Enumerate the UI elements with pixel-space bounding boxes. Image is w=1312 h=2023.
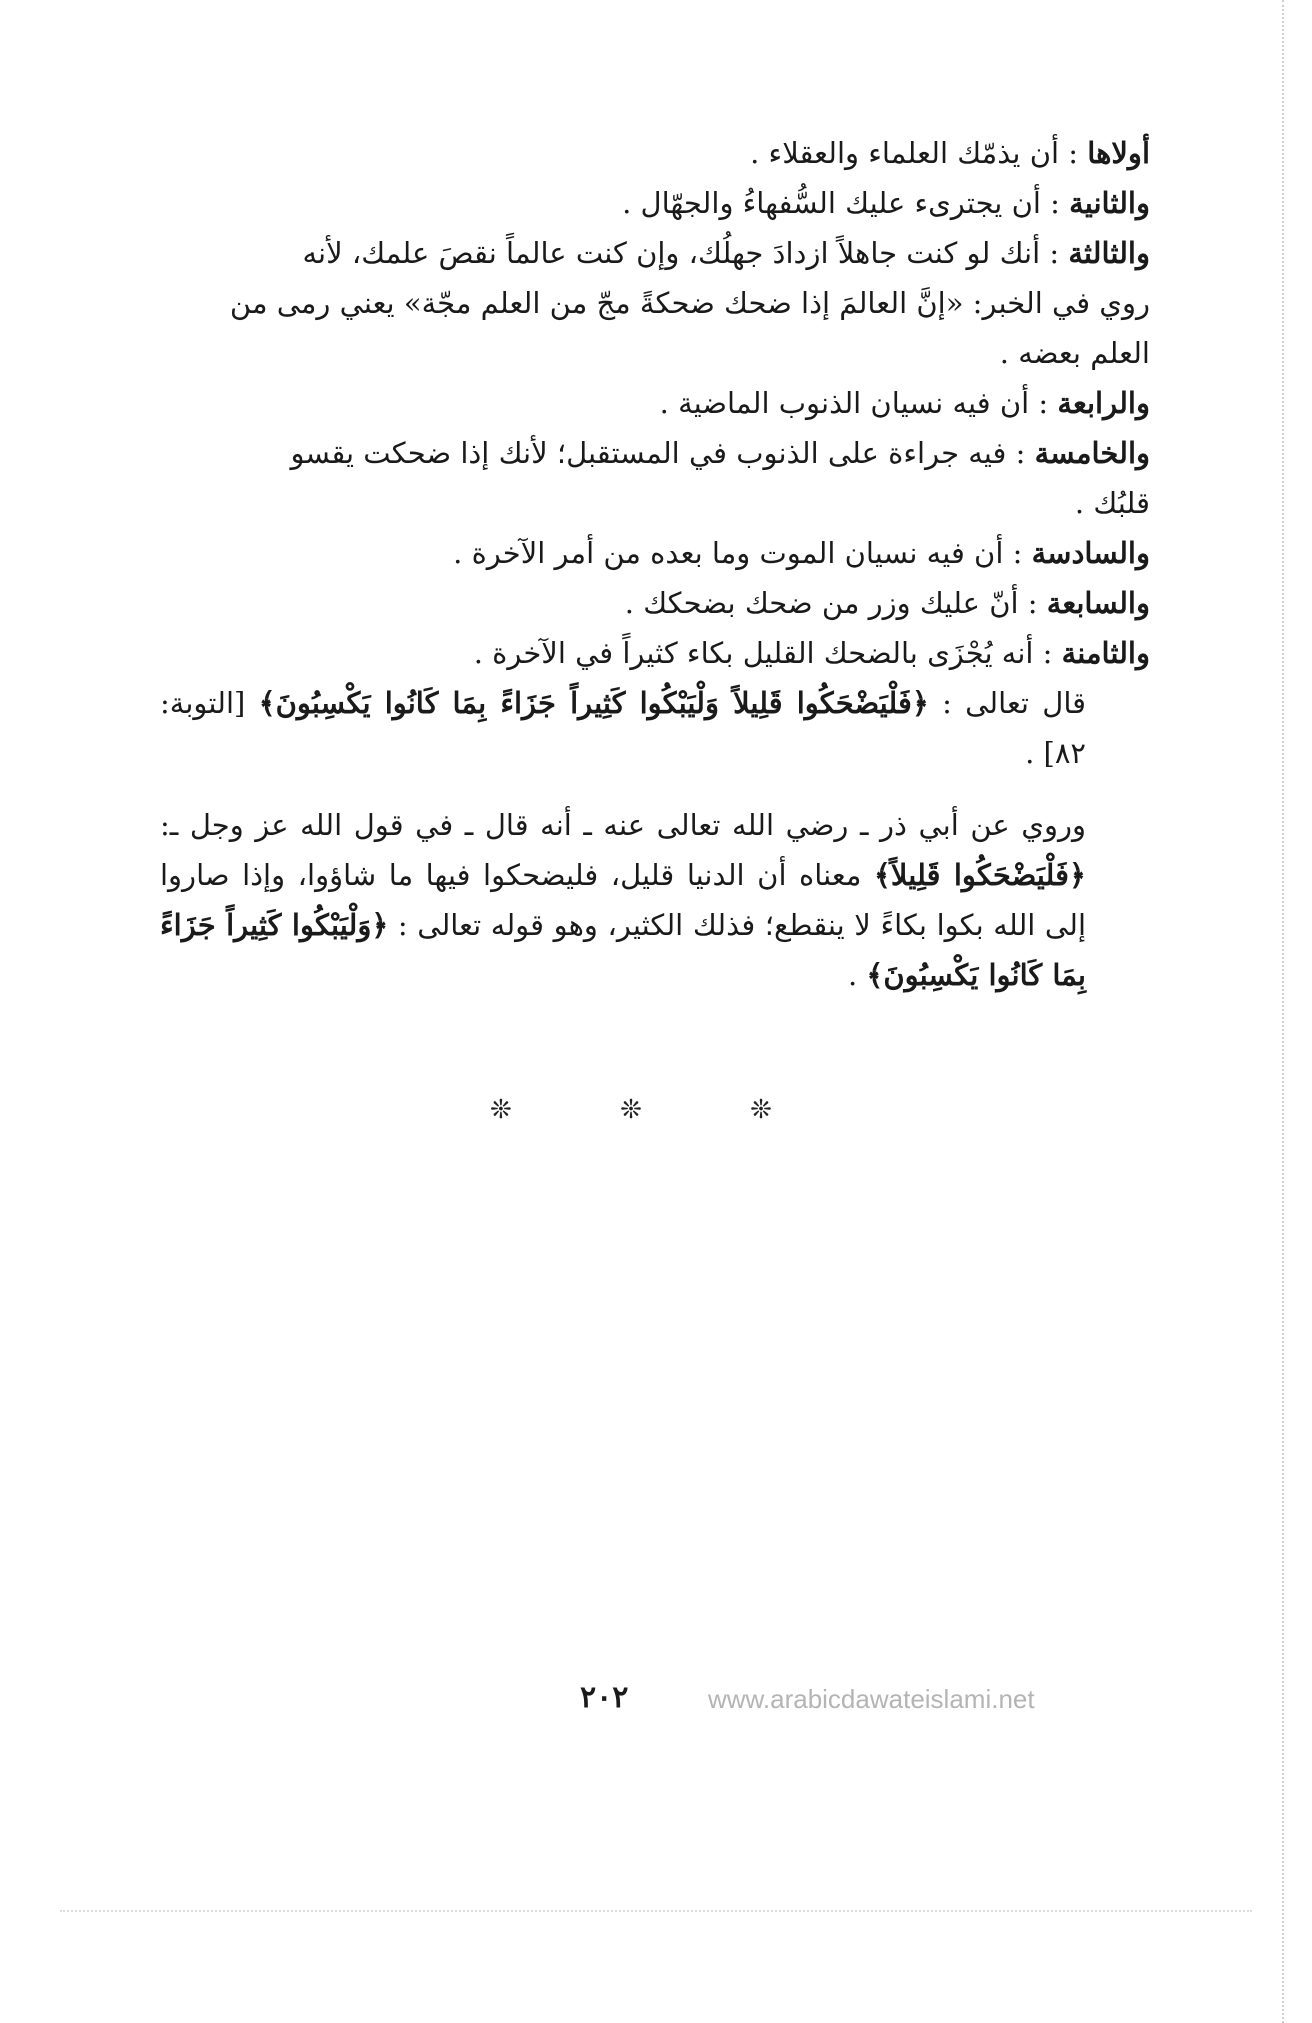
line-text: : أنّ عليك وزر من ضحك بضحكك . — [624, 586, 1038, 620]
line-text: قلبُك . — [1074, 486, 1150, 520]
text-line — [160, 328, 1150, 378]
main-text — [160, 128, 1150, 1000]
scan-edge-dots — [60, 1910, 1252, 1912]
text-line — [160, 278, 1150, 328]
line-text: : أن يذمّك العلماء والعقلاء . — [750, 136, 1079, 170]
text-line — [160, 228, 1150, 278]
paragraph-text: وروي عن أبي ذر ـ رضي الله تعالى عنه ـ أنه قال ـ في قول الله عز وجل ـ: — [160, 808, 1086, 842]
line-label: والرابعة — [1057, 386, 1150, 420]
line-label: والخامسة — [1034, 436, 1150, 470]
line-label: أولاها — [1087, 136, 1150, 170]
watermark-url: www.arabicdawateislami.net — [708, 1684, 1035, 1714]
line-label: والثامنة — [1061, 636, 1150, 670]
line-text: : أن فيه نسيان الذنوب الماضية . — [659, 386, 1049, 420]
text-line — [160, 378, 1150, 428]
page-number: ٢٠٢ — [580, 1680, 629, 1715]
paragraph-abu-dharr — [160, 800, 1150, 1000]
text-line — [160, 628, 1150, 678]
paragraph-text: معناه أن الدنيا قليل، فليضحكوا فيها ما شاؤوا، وإذا صاروا إلى الله بكوا بكاءً لا ينقطع؛ فذلك الكثير، وهو قوله تعالى : — [160, 858, 1087, 942]
line-label: والسابعة — [1046, 586, 1150, 620]
text-line — [160, 428, 1150, 478]
section-separator: ❊ ❊ ❊ — [490, 1095, 822, 1125]
paragraph-end: . — [847, 958, 858, 992]
quran-verse: ﴿فَلْيَضْحَكُوا قَلِيلاً﴾ — [873, 858, 1086, 892]
text-line — [160, 128, 1150, 178]
line-label: والثالثة — [1068, 236, 1150, 270]
line-label: والسادسة — [1031, 536, 1150, 570]
line-label: والثانية — [1069, 186, 1150, 220]
quran-verse: ﴿وَلْيَبْكُوا كَثِيراً جَزَاءً بِمَا كَانُوا يَكْسِبُونَ﴾ — [160, 908, 1086, 992]
text-line — [160, 578, 1150, 628]
line-text: : أنه يُجْزَى بالضحك القليل بكاء كثيراً في الآخرة . — [473, 636, 1053, 670]
page-footer — [0, 1680, 1312, 1720]
text-line — [160, 528, 1150, 578]
line-text: روي في الخبر: «إنَّ العالمَ إذا ضحك ضحكةً مجّ من العلم مجّة» يعني رمى من — [229, 286, 1150, 320]
line-text: : أن فيه نسيان الموت وما بعده من أمر الآخرة . — [453, 536, 1023, 570]
quran-verse: ﴿فَلْيَضْحَكُوا قَلِيلاً وَلْيَبْكُوا كَثِيراً جَزَاءً بِمَا كَانُوا يَكْسِبُونَ﴾ — [258, 686, 929, 720]
verse-reference: [التوبة: ٨٢] . — [160, 686, 1086, 770]
line-text: العلم بعضه . — [999, 336, 1150, 370]
line-text: : فيه جراءة على الذنوب في المستقبل؛ لأنك إذا ضحكت يقسو — [290, 436, 1026, 470]
line-text: : أنك لو كنت جاهلاً ازدادَ جهلُك، وإن كنت عالماً نقصَ علمك، لأنه — [302, 236, 1060, 270]
text-line — [160, 478, 1150, 528]
text-line — [160, 178, 1150, 228]
line-text: : أن يجترىء عليك السُّفهاءُ والجهّال . — [622, 186, 1060, 220]
verse-intro: قال تعالى : — [942, 686, 1087, 720]
verse-line — [160, 678, 1150, 778]
